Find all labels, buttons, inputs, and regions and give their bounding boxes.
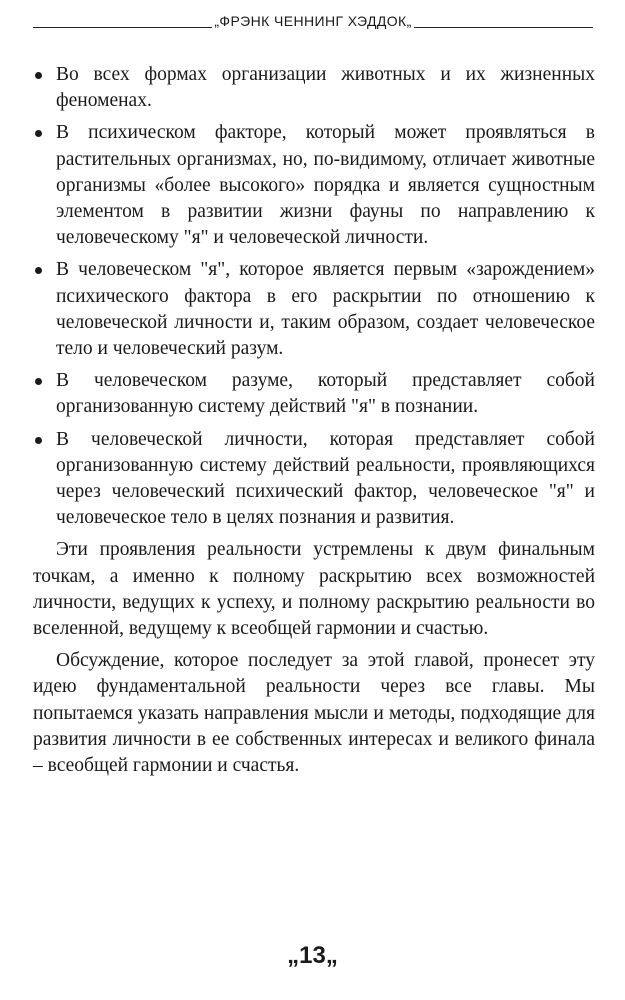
bullet-item	[33, 427, 595, 532]
body-paragraph: Обсуждение, которое последует за этой главой, пронесет эту идею фундаментальной реальности через все главы. Мы попытаемся указать направления мысли и методы, подходящие для развития личности в ее собственных интересах и великого финала – всеобщей гармонии и счастья.	[33, 650, 595, 777]
header-rule-left	[33, 27, 212, 28]
bullet-icon	[35, 437, 42, 444]
running-header	[33, 10, 593, 32]
bullet-icon	[35, 130, 42, 137]
bullet-item	[33, 120, 595, 251]
header-rule-right	[414, 27, 593, 28]
bullet-text: В человеческом "я", которое является первым «зарождением» психического фактора в его раскрытии по отношению к человеческой личности и, таким образом, создает человеческое тело и человеческий разум.	[56, 259, 595, 360]
bullet-icon	[35, 72, 42, 79]
bullet-list	[33, 62, 595, 531]
running-title: „ФРЭНК ЧЕННИНГ ХЭДДОК„	[214, 13, 412, 29]
bullet-item	[33, 62, 595, 114]
bullet-text: В человеческом разуме, который представляет собой организованную систему действий "я" в познании.	[56, 370, 595, 418]
page-number: „13„	[287, 942, 338, 969]
bullet-icon	[35, 267, 42, 274]
bullet-text: В психическом факторе, который может проявляться в растительных организмах, но, по-видимому, отличает животные организмы «более высокого» порядка и является сущностным элементом в развитии жизни фауны по направлению к человеческому "я" и человеческой личности.	[56, 122, 595, 249]
bullet-text: В человеческой личности, которая представляет собой организованную систему действий реальности, проявляющихся через человеческий психический фактор, человеческое "я" и человеческое тело в целях познания и развития.	[56, 428, 595, 529]
page-body	[33, 62, 595, 785]
bullet-icon	[35, 378, 42, 385]
body-paragraph: Эти проявления реальности устремлены к двум финальным точкам, а именно к полному раскрытию всех возможностей личности, ведущих к успеху, и полному раскрытию реальности во вселенной, ведущему к всеобщей гармонии и счастью.	[33, 539, 595, 640]
bullet-item	[33, 368, 595, 420]
bullet-text: Во всех формах организации животных и их жизненных феноменах.	[56, 64, 595, 112]
bullet-item	[33, 257, 595, 362]
